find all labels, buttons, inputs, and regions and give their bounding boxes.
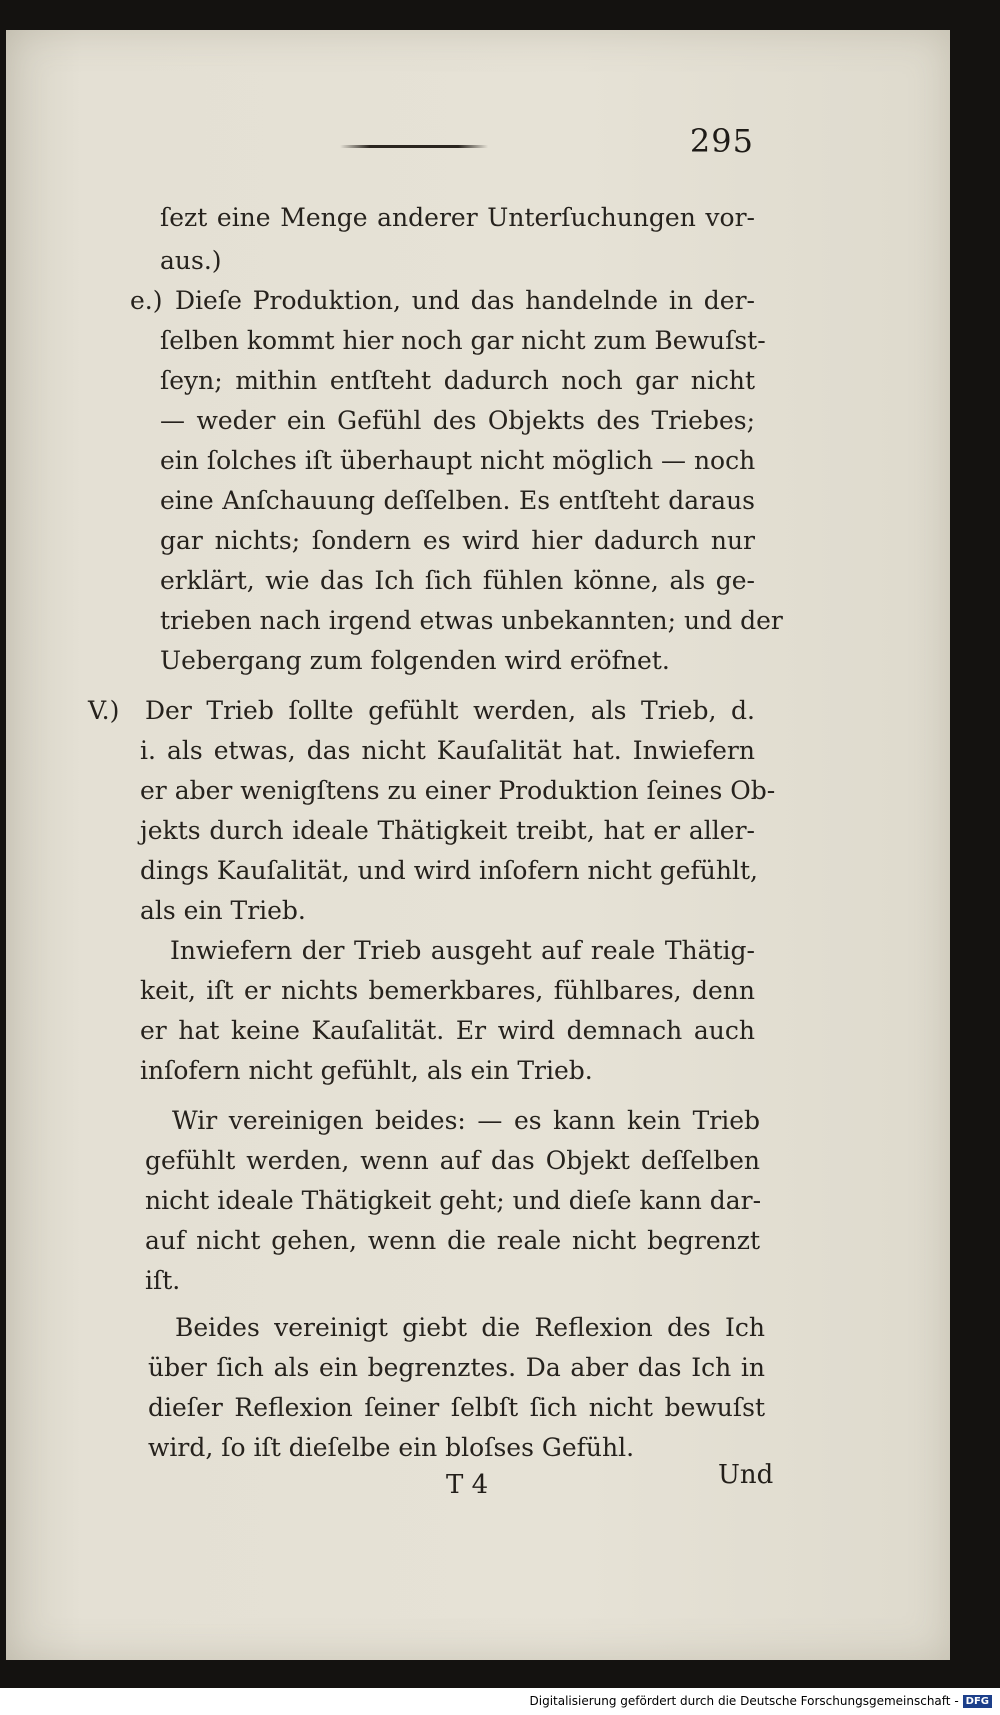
text-line: ſelben kommt hier noch gar nicht zum Bewuſst- bbox=[160, 326, 766, 355]
text-line: iſt. bbox=[145, 1266, 181, 1295]
page-number: 295 bbox=[689, 122, 754, 160]
footer-credit-text: Digitalisierung gefördert durch die Deutsche Forschungsgemeinschaft - bbox=[529, 1694, 959, 1708]
text-line: inſofern nicht gefühlt, als ein Trieb. bbox=[140, 1056, 593, 1085]
text-line: Inwiefern der Trieb ausgeht auf reale Thätig- bbox=[170, 936, 755, 965]
header-rule bbox=[340, 145, 488, 148]
section-marker: V.) bbox=[88, 696, 120, 725]
text-line: i. als etwas, das nicht Kauſalität hat. Inwiefern bbox=[140, 736, 755, 765]
text-line: jekts durch ideale Thätigkeit treibt, hat er aller- bbox=[140, 816, 755, 845]
text-line: gefühlt werden, wenn auf das Objekt deſſelben bbox=[145, 1146, 760, 1175]
text-line: aus.) bbox=[160, 246, 222, 275]
text-line: keit, iſt er nichts bemerkbares, fühlbares, denn bbox=[140, 976, 755, 1005]
text-line: dings Kauſalität, und wird inſofern nicht gefühlt, bbox=[140, 856, 758, 885]
text-line: Beides vereinigt giebt die Reflexion des Ich bbox=[175, 1313, 765, 1342]
text-line: er hat keine Kauſalität. Er wird demnach auch bbox=[140, 1016, 755, 1045]
section-marker: e.) bbox=[130, 286, 163, 315]
text-line: er aber wenigſtens zu einer Produktion ſeines Ob- bbox=[140, 776, 776, 805]
catchword: Und bbox=[718, 1460, 774, 1490]
digitization-footer bbox=[530, 1694, 993, 1708]
text-line: erklärt, wie das Ich ſich fühlen könne, als ge- bbox=[160, 566, 755, 595]
text-line: ſeyn; mithin entſteht dadurch noch gar nicht bbox=[160, 366, 755, 395]
text-line: Der Trieb ſollte gefühlt werden, als Trieb, d. bbox=[145, 696, 755, 725]
text-line: als ein Trieb. bbox=[140, 896, 306, 925]
text-line: trieben nach irgend etwas unbekannten; und der bbox=[160, 606, 783, 635]
signature-mark: T 4 bbox=[446, 1470, 489, 1500]
text-line: — weder ein Gefühl des Objekts des Triebes; bbox=[160, 406, 755, 435]
dfg-logo: DFG bbox=[963, 1695, 992, 1708]
text-line: Uebergang zum folgenden wird eröfnet. bbox=[160, 646, 670, 675]
text-line: dieſer Reflexion ſeiner ſelbſt ſich nicht bewuſst bbox=[148, 1393, 765, 1422]
text-line: ſezt eine Menge anderer Unterſuchungen vor- bbox=[160, 203, 755, 232]
text-line: auf nicht gehen, wenn die reale nicht begrenzt bbox=[145, 1226, 760, 1255]
text-line: ein ſolches iſt überhaupt nicht möglich — noch bbox=[160, 446, 756, 475]
text-line: eine Anſchauung deſſelben. Es entſteht daraus bbox=[160, 486, 755, 515]
text-line: gar nichts; ſondern es wird hier dadurch nur bbox=[160, 526, 755, 555]
text-line: über ſich als ein begrenztes. Da aber das Ich in bbox=[148, 1353, 765, 1382]
text-line: nicht ideale Thätigkeit geht; und dieſe kann dar- bbox=[145, 1186, 762, 1215]
text-line: wird, ſo iſt dieſelbe ein bloſses Gefühl. bbox=[148, 1433, 635, 1462]
text-line: Wir vereinigen beides: — es kann kein Trieb bbox=[172, 1106, 760, 1135]
text-line: Dieſe Produktion, und das handelnde in der- bbox=[175, 286, 755, 315]
